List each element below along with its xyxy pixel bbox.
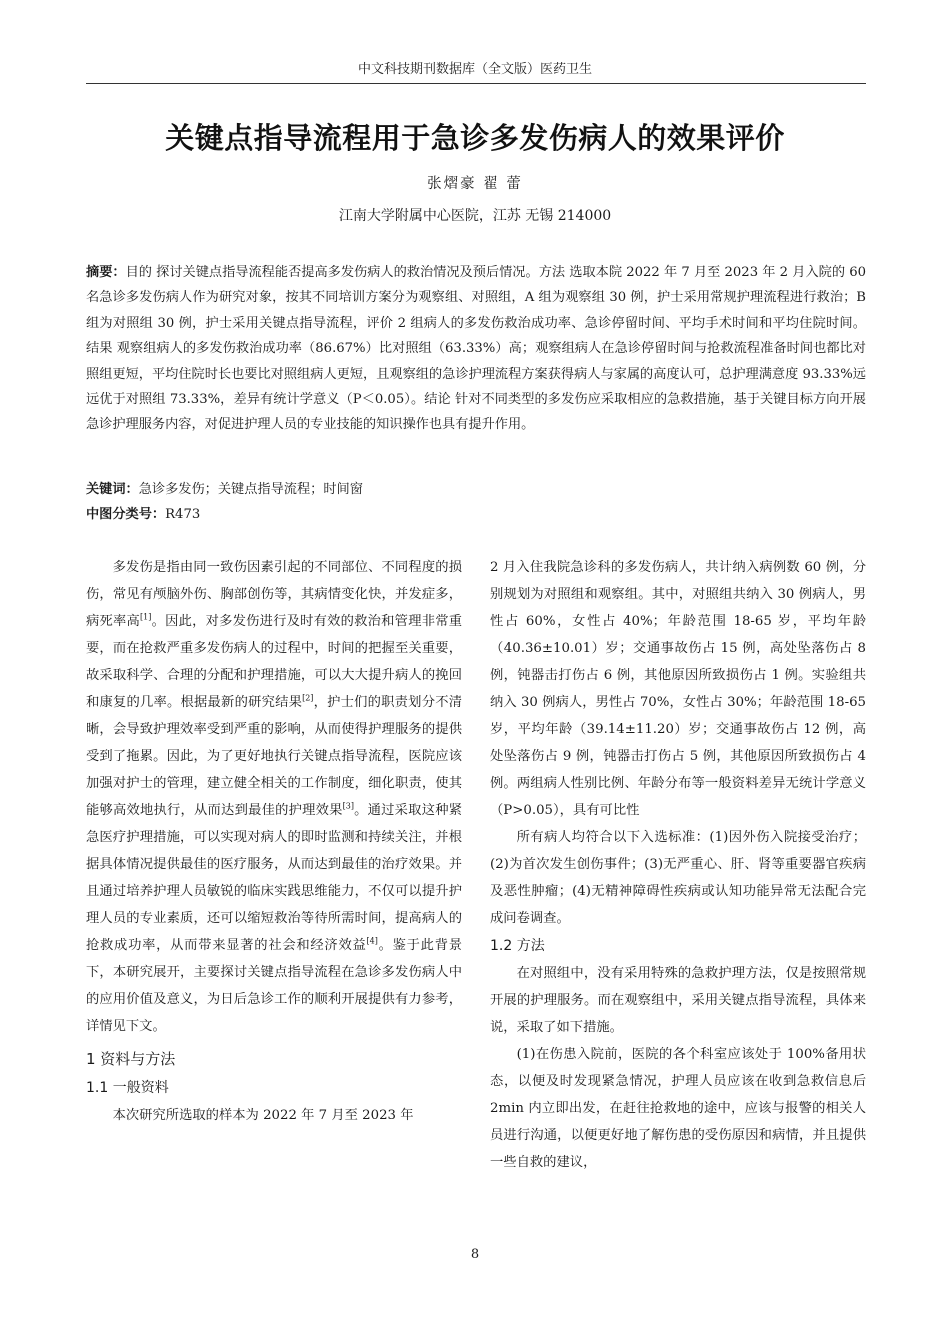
abstract-text: 目的 探讨关键点指导流程能否提高多发伤病人的救治情况及预后情况。方法 选取本院 2022 年 7 月至 2023 年 2 月入院的 60 名急诊多发伤病人作为研究对象，按其不同培训方案分为观察组、对照组，A 组为观察组 30 例，护士采用常规护理流程进行救治；B 组为对照组 30 例，护士采用关键点指导流程，评价 2 组病人的多发伤救治成功率、急诊停留时间、平均手术时间和平均住院时间。结果 观察组病人的多发伤救治成功率（86.67%）比对照组（63.33%）高；观察组病人在急诊停留时间与抢救流程准备时间也都比对照组更短，平均住院时长也要比对照组病人更短，且观察组的急诊护理流程方案获得病人与家属的高度认可，总护理满意度 93.33%远远优于对照组 73.33%，差异有统计学意义（P＜0.05）。结论 针对不同类型的多发伤应采取相应的急救措施，基于关键目标方向开展急诊护理服务内容，对促进护理人员的专业技能的知识操作也具有提升作用。 (86, 265, 866, 433)
article-title: 关键点指导流程用于急诊多发伤病人的效果评价 (165, 121, 785, 155)
header-divider (86, 83, 866, 84)
classification-number (86, 502, 866, 527)
citation-2: [2] (302, 693, 314, 703)
body-right-column (490, 554, 866, 1176)
section-heading-1-2: 1.2 方法 (490, 938, 545, 954)
intro-text-4: 。通过采取这种紧急医疗护理措施，可以实现对病人的即时监测和持续关注，并根据具体情况提供最佳的医疗服务，从而达到最佳的治疗效果。并且通过培养护理人员敏锐的临床实践思维能力，不仅可以提升护理人员的专业素质，还可以缩短救治等待所需时间，提高病人的抢救成功率，从而带来显著的社会和经济效益 (86, 803, 462, 953)
methods-paragraph: 在对照组中，没有采用特殊的急救护理方法，仅是按照常规开展的护理服务。而在观察组中，采用关键点指导流程，具体来说，采取了如下措施。 (490, 966, 866, 1035)
keywords-label: 关键词： (86, 482, 139, 497)
intro-text-5: 。鉴于此背景下，本研究展开，主要探讨关键点指导流程在急诊多发伤病人中的应用价值及意义，为日后急诊工作的顺利开展提供有力参考，详情见下文。 (86, 938, 463, 1034)
section-heading-1: 1 资料与方法 (86, 1050, 176, 1068)
general-data-paragraph-cont: 2 月入住我院急诊科的多发伤病人，共计纳入病例数 60 例，分别规划为对照组和观察组。其中，对照组共纳入 30 例病人，男性占 60%，女性占 40%；年龄范围 18-65 岁，平均年龄（40.36±10.01）岁；交通事故伤占 15 例，高处坠落伤占 8 例，钝器击打伤占 6 例，其他原因所致损伤占 1 例。实验组共纳入 30 例病人，男性占 70%，女性占 30%；年龄范围 18-65 岁，平均年龄（39.14±11.20）岁；交通事故伤占 12 例，高处坠落伤占 9 例，钝器击打伤占 5 例，其他原因所致损伤占 4 例。两组病人性别比例、年龄分布等一般资料差异无统计学意义（P>0.05），具有可比性 (490, 560, 866, 818)
citation-4: [4] (366, 936, 378, 946)
keywords (86, 477, 866, 502)
article-authors: 张熠豪 翟 蕾 (427, 176, 523, 192)
methods-step-1-paragraph: (1)在伤患入院前，医院的各个科室应该处于 100%备用状态，以便及时发现紧急情况，护理人员应该在收到急救信息后 2min 内立即出发，在赶往抢救地的途中，应该与报警的相关人员进行沟通，以便更好地了解伤患的受伤原因和病情，并且提供一些自救的建议， (490, 1047, 866, 1170)
inclusion-criteria-paragraph: 所有病人均符合以下入选标准：(1)因外伤入院接受治疗；(2)为首次发生创伤事件；(3)无严重心、肝、肾等重要器官疾病及恶性肿瘤；(4)无精神障碍性疾病或认知功能异常无法配合完成问卷调查。 (490, 830, 866, 926)
intro-paragraph (86, 554, 462, 1040)
intro-text-3: ，护士们的职责划分不清晰，会导致护理效率受到严重的影响，从而使得护理服务的提供受到了拖累。因此，为了更好地执行关键点指导流程，医院应该加强对护士的管理，建立健全相关的工作制度，细化职责，使其能够高效地执行，从而达到最佳的护理效果 (86, 695, 463, 818)
body-left-column (86, 554, 462, 1129)
page-number: 8 (470, 1247, 480, 1262)
citation-3: [3] (342, 801, 354, 811)
intro-text-2: 。因此，对多发伤进行及时有效的救治和管理非常重要，而在抢救严重多发伤病人的过程中，时间的把握至关重要，故采取科学、合理的分配和护理措施，可以大大提升病人的挽回和康复的几率。根据最新的研究结果 (86, 614, 463, 710)
abstract-label: 摘要： (86, 265, 126, 280)
section-heading-1-1: 1.1 一般资料 (86, 1080, 169, 1096)
general-data-paragraph-start: 本次研究所选取的样本为 2022 年 7 月至 2023 年 (112, 1108, 414, 1123)
keywords-text: 急诊多发伤；关键点指导流程；时间窗 (138, 482, 363, 497)
citation-1: [1] (140, 612, 152, 622)
classification-text: R473 (165, 507, 201, 522)
classification-label: 中图分类号： (86, 507, 166, 522)
journal-header: 中文科技期刊数据库（全文版）医药卫生 (357, 62, 592, 77)
abstract (86, 260, 866, 438)
article-affiliation: 江南大学附属中心医院，江苏 无锡 214000 (338, 208, 612, 224)
intro-text-1: 多发伤是指由同一致伤因素引起的不同部位、不同程度的损伤，常见有颅脑外伤、胸部创伤等，其病情变化快，并发症多，病死率高 (86, 560, 462, 629)
